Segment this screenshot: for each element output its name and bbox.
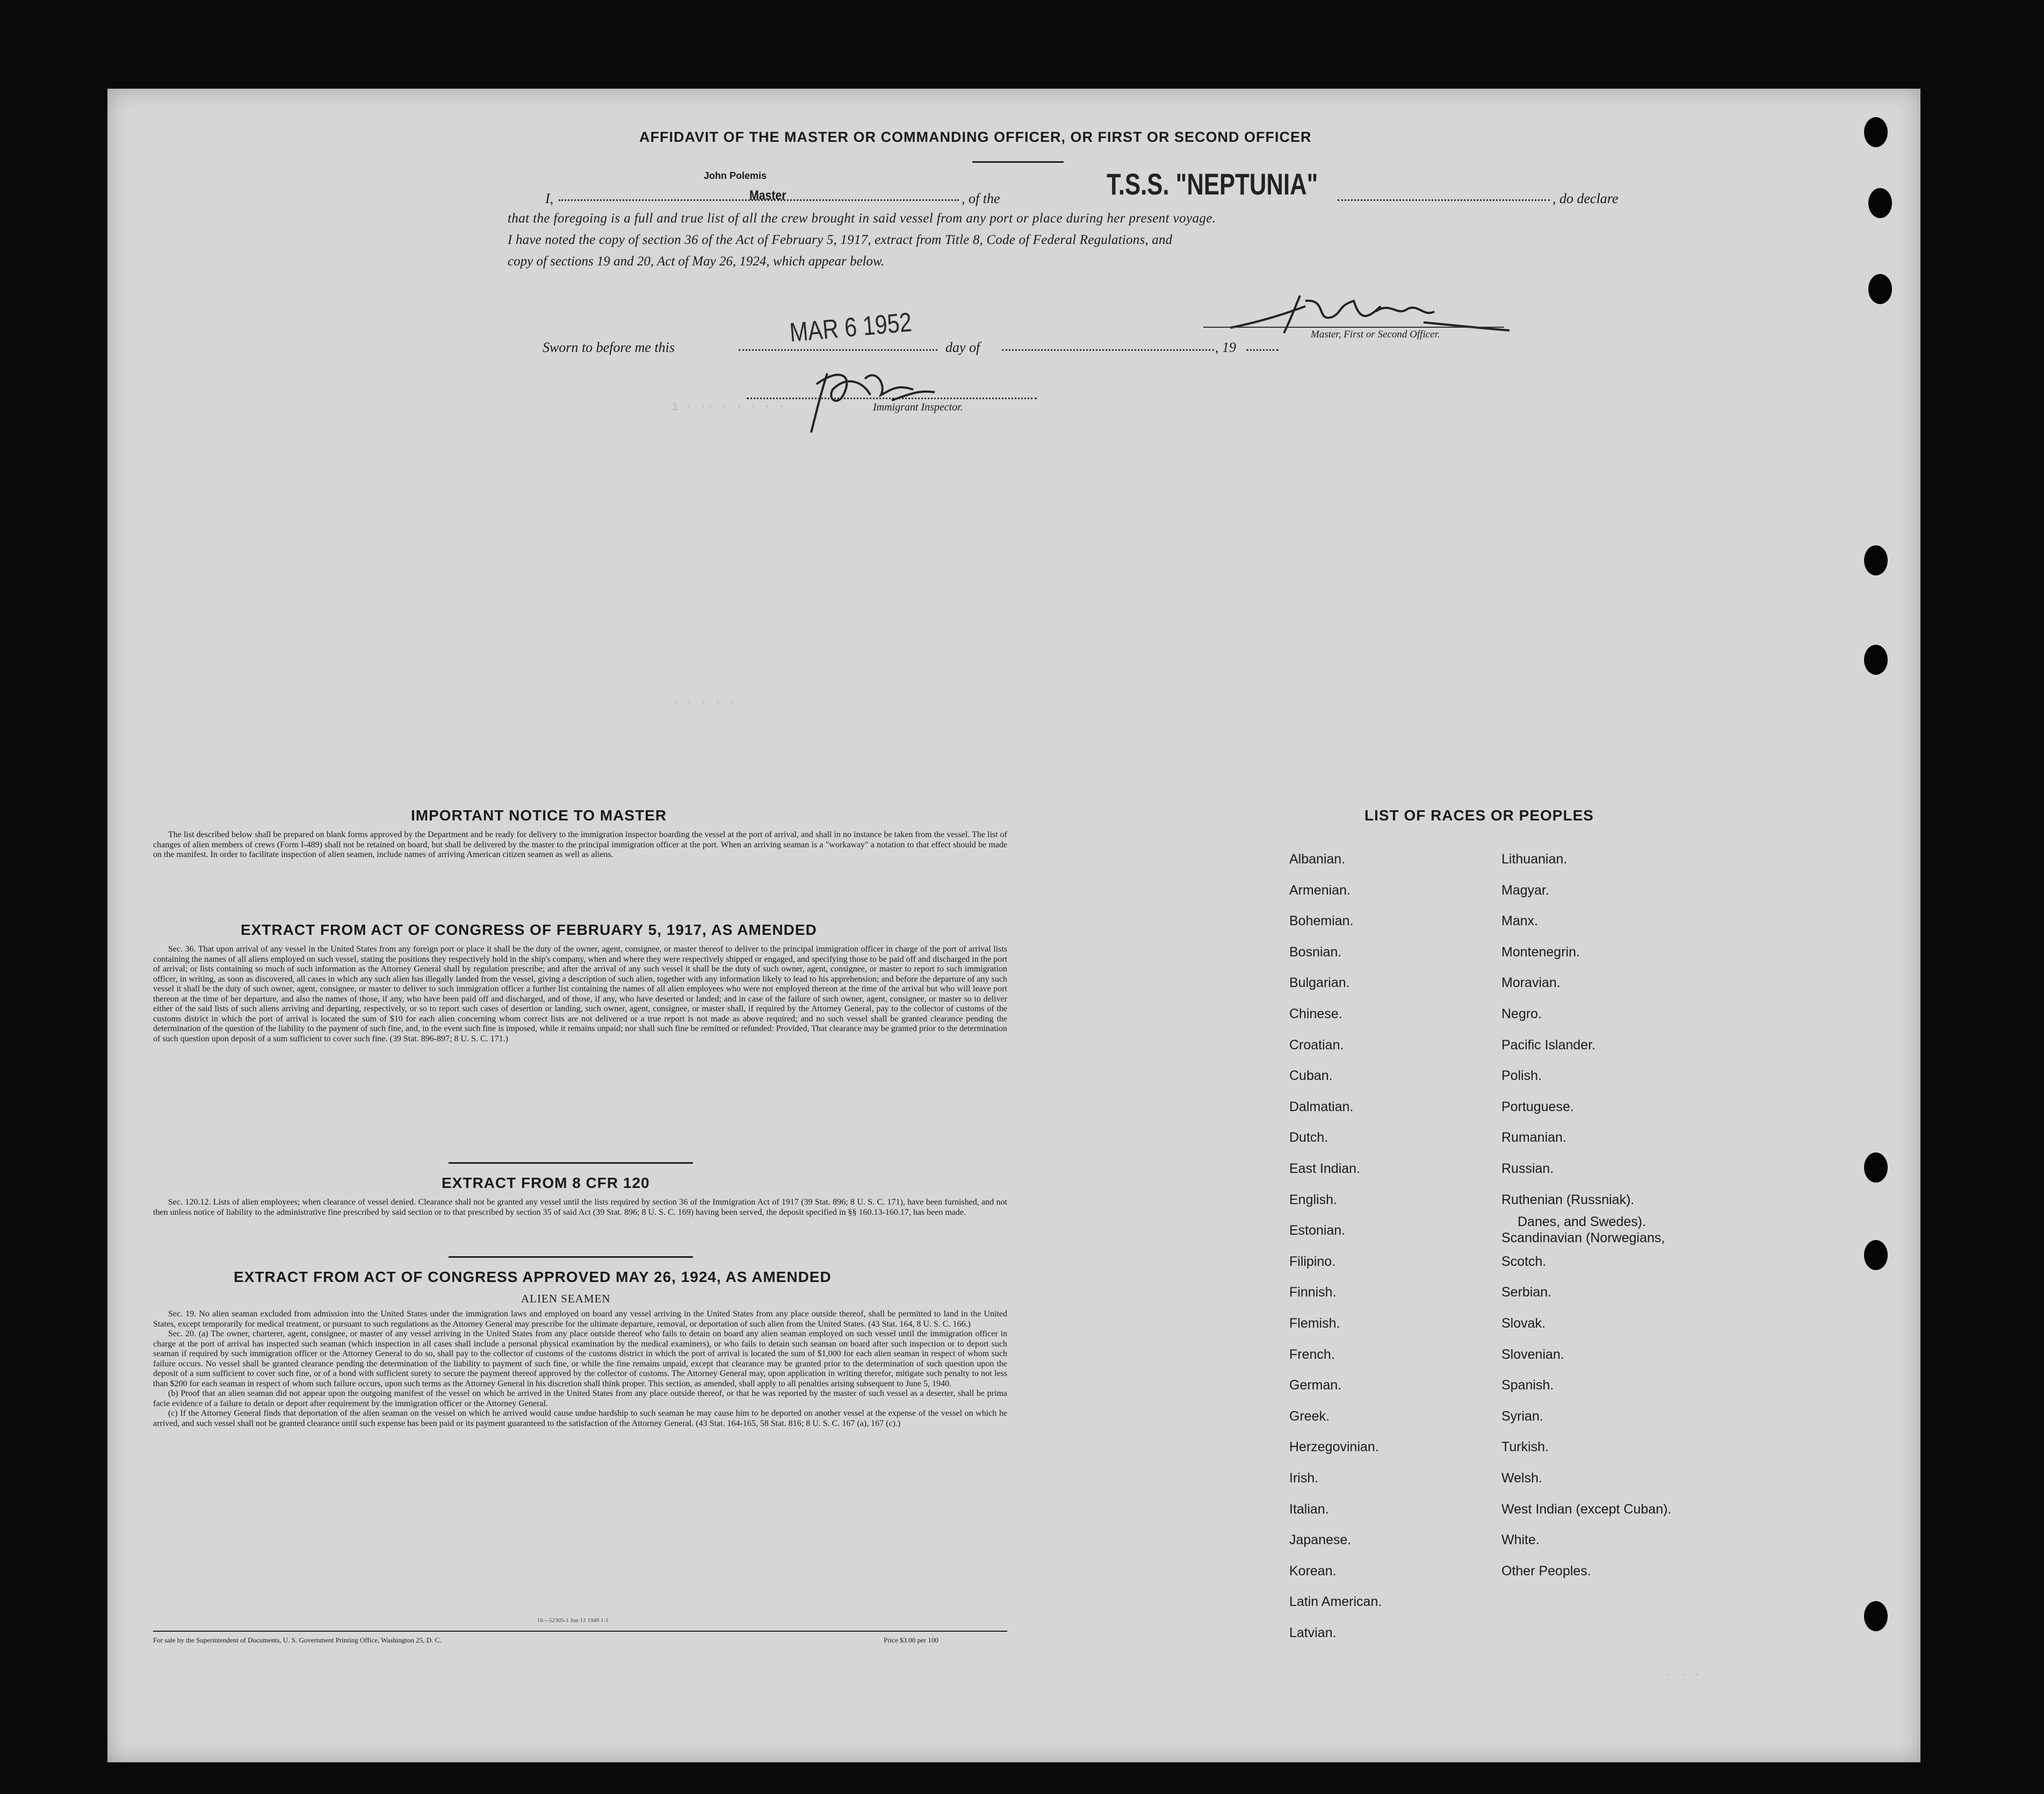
footer-rule <box>153 1631 1007 1632</box>
extract-1924-sec20a: Sec. 20. (a) The owner, charterer, agent, consignee, or master of any vessel arriving in the United States from any place outside thereof who fails to detain on board any alien seaman employed on such vessel until the immigration officer in charge at the port of arrival has inspected such seaman (which inspection in all cases shall include a personal physical examination by the medical examiners), or who fails to detain such seaman on board after such inspection or to deport such seaman if required by such immigration officer or the Attorney General to do so, shall pay to the collector of customs of the customs district in which the port of arrival is located the sum of $1,000 for each alien seaman in respect of whom such failure occurs. No vessel shall be granted clearance pending the determination of the liability to payment of such fine, or while the fine remains unpaid, except that clearance may be granted prior to the determination of such question upon the deposit of a sum sufficient to cover such fine, or of a bond with sufficient surety to secure the payment thereof approved by the collector of customs. The Attorney General may, upon application in writing therefor, mitigate such penalty to not less than $200 for each seaman in respect of whom such failure occurs, upon such terms as the Attorney General in his discretion shall think proper. This section, as amended, shall apply to all penalties arising subsequent to June 5, 1940. <box>153 1329 1007 1388</box>
extract-1924-title: EXTRACT FROM ACT OF CONGRESS APPROVED MAY 26, 1924, AS AMENDED <box>234 1269 832 1285</box>
bleed-through-row: 1 · ·· · · · · · <box>671 400 785 414</box>
race-item: Spanish. <box>1501 1378 1554 1393</box>
vessel-name-stamp: T.S.S. "NEPTUNIA" <box>1107 167 1318 201</box>
affidavit-declare: , do declare <box>1552 191 1619 206</box>
race-item: Cuban. <box>1289 1068 1333 1084</box>
race-item: Finnish. <box>1289 1285 1337 1300</box>
race-item: Filipino. <box>1289 1253 1336 1269</box>
divider <box>449 1162 693 1164</box>
punch-hole <box>1864 645 1888 675</box>
race-item: Chinese. <box>1289 1006 1342 1021</box>
race-item: Estonian. <box>1289 1223 1346 1238</box>
race-item: Scotch. <box>1501 1253 1547 1269</box>
year-line <box>1246 349 1279 351</box>
extract-1924-subtitle: ALIEN SEAMEN <box>521 1292 611 1305</box>
race-item: Montenegrin. <box>1501 944 1580 960</box>
affidavit-line-2: that the foregoing is a full and true list of all the crew brought in said vessel from any port or place during her present voyage. <box>508 211 1216 226</box>
day-line <box>739 349 937 351</box>
date-stamp: MAR 6 1952 <box>788 307 913 348</box>
affidavit-of-the: , of the <box>962 191 1000 206</box>
race-item: Croatian. <box>1289 1037 1344 1053</box>
punch-hole <box>1864 117 1888 147</box>
extract-1924-sec20c: (c) If the Attorney General finds that deportation of the alien seaman on the vessel on which he arrived would cause undue hardship to such seaman he may cause him to be deported on another vessel at the expense of the vessel on which he arrived, and such vessel shall not be granted clearance until such expense has been paid or its payment guaranteed to the satisfaction of the Attorney General. (43 Stat. 164-165, 58 Stat. 816; 8 U. S. C. 167 (a), 167 (c).) <box>153 1409 1007 1428</box>
race-item: West Indian (except Cuban). <box>1501 1501 1672 1517</box>
race-item: Albanian. <box>1289 852 1346 867</box>
race-item: Scandinavian (Norwegians, <box>1501 1230 1665 1246</box>
punch-hole <box>1864 545 1888 575</box>
extract-cfr-paragraph: Sec. 120.12. Lists of alien employees; when clearance of vessel denied. Clearance shall not be granted any vessel until the lists required by section 36 of the Immigration Act of 1917 (39 Stat. 896; 8 U. S. C. 171), have been furnished, and not then unless notice of liability to the administrative fine prescribed by said section or to that prescribed by section 35 of said Act (39 Stat. 896; 8 U. S. C. 169) having been served, the deposit specified in §§ 160.13-160.17, has been made. <box>153 1198 1007 1217</box>
punch-hole <box>1868 274 1892 304</box>
race-item: Italian. <box>1289 1501 1329 1517</box>
master-position: Master <box>749 188 786 203</box>
race-item: Dalmatian. <box>1289 1099 1354 1114</box>
extract-1924-sec20b: (b) Proof that an alien seaman did not appear upon the outgoing manifest of the vessel on which he arrived in the United States from any place outside thereof, or that he was reported by the master of such vessel as a deserter, shall be prima facie evidence of a failure to detain or deport after requirement by the immigration officer or the Attorney General. <box>153 1389 1007 1408</box>
extract-cfr-title: EXTRACT FROM 8 CFR 120 <box>442 1175 650 1191</box>
name-line <box>559 199 959 201</box>
sworn-prefix: Sworn to before me this <box>543 340 675 355</box>
affidavit-line-4: copy of sections 19 and 20, Act of May 26, 1924, which appear below. <box>508 254 885 269</box>
notice-paragraph: The list described below shall be prepared on blank forms approved by the Department and be ready for delivery to the immigration inspector boarding the vessel at the port of arrival, and shall in no instance be taken from the vessel. The list of changes of alien members of crews (Form I-489) shall not be retained on board, but shall be delivered by the master to the principal immigration officer at the port. When an arriving seaman is a "workaway" a notation to that effect should be made on the manifest. In order to facilitate inspection of alien seamen, include names of arriving American citizen seamen as well as aliens. <box>153 830 1007 859</box>
inspector-signature <box>795 352 956 438</box>
punch-hole <box>1868 188 1892 218</box>
race-item: English. <box>1289 1192 1337 1207</box>
race-item: Portuguese. <box>1501 1099 1574 1114</box>
race-item: Slovenian. <box>1501 1346 1564 1362</box>
race-item: Latin American. <box>1289 1594 1382 1610</box>
race-item: Syrian. <box>1501 1408 1543 1424</box>
race-item: East Indian. <box>1289 1161 1361 1176</box>
race-item: Polish. <box>1501 1068 1542 1084</box>
document-page <box>107 89 1920 1762</box>
race-item: Ruthenian (Russniak). <box>1501 1192 1635 1207</box>
race-item: Lithuanian. <box>1501 852 1568 867</box>
race-item: Japanese. <box>1289 1532 1352 1548</box>
race-item: Manx. <box>1501 913 1539 929</box>
notice-title: IMPORTANT NOTICE TO MASTER <box>411 807 667 824</box>
affidavit-i: I, <box>545 191 554 206</box>
month-line <box>1002 349 1214 351</box>
extract-1924-text <box>153 1309 1007 1429</box>
race-item: Moravian. <box>1501 975 1561 991</box>
race-item: Herzegovinian. <box>1289 1439 1379 1455</box>
vessel-line <box>1338 199 1550 201</box>
master-caption: Master, First or Second Officer. <box>1311 329 1440 340</box>
master-name: John Polemis <box>704 170 767 181</box>
punch-hole <box>1864 1240 1888 1270</box>
affidavit-title: AFFIDAVIT OF THE MASTER OR COMMANDING OFFICER, OR FIRST OR SECOND OFFICER <box>639 129 1312 145</box>
race-item: Danes, and Swedes). <box>1518 1214 1646 1230</box>
bleed-through-row: · · · <box>1665 1668 1701 1682</box>
race-item: Flemish. <box>1289 1316 1340 1331</box>
bleed-through-row: · · · · · <box>671 696 735 709</box>
race-item: Bohemian. <box>1289 913 1354 929</box>
divider <box>972 161 1064 163</box>
race-item: Armenian. <box>1289 882 1350 898</box>
races-title: LIST OF RACES OR PEOPLES <box>1364 807 1594 824</box>
footer-sale-note: For sale by the Superintendent of Documents, U. S. Government Printing Office, Washington 25, D. C. <box>153 1636 442 1644</box>
footer-price: Price $3.00 per 100 <box>884 1636 938 1644</box>
race-item: Welsh. <box>1501 1471 1542 1486</box>
day-of: day of <box>945 340 980 355</box>
inspector-line <box>747 398 1037 399</box>
race-item: Russian. <box>1501 1161 1554 1176</box>
race-item: Negro. <box>1501 1006 1542 1021</box>
race-item: Bosnian. <box>1289 944 1342 960</box>
extract-1924-sec19: Sec. 19. No alien seaman excluded from admission into the United States under the immigration laws and employed on board any vessel arriving in the United States from any place outside thereof, shall be permitted to land in the United States, except temporarily for medical treatment, or pursuant to such regulations as the Attorney General may prescribe for the ultimate departure, removal, or deportation of such alien from the United States. (43 Stat. 164, 8 U. S. C. 166.) <box>153 1309 1007 1329</box>
race-item: Dutch. <box>1289 1130 1328 1145</box>
master-signature-line <box>1203 327 1504 328</box>
race-item: Magyar. <box>1501 882 1549 898</box>
race-item: Bulgarian. <box>1289 975 1350 991</box>
race-item: Other Peoples. <box>1501 1563 1591 1579</box>
inspector-caption: Immigrant Inspector. <box>873 401 963 413</box>
race-item: Greek. <box>1289 1408 1330 1424</box>
punch-hole <box>1864 1601 1888 1631</box>
race-item: German. <box>1289 1378 1342 1393</box>
race-item: Slovak. <box>1501 1316 1545 1331</box>
race-item: Rumanian. <box>1501 1130 1566 1145</box>
race-item: Korean. <box>1289 1563 1337 1579</box>
print-code: 16—52305-1 Jun 13 1949 1-1 <box>537 1617 609 1624</box>
race-item: Pacific Islander. <box>1501 1037 1596 1053</box>
race-item: Turkish. <box>1501 1439 1549 1455</box>
race-item: Irish. <box>1289 1471 1319 1486</box>
extract-cfr-text <box>153 1198 1007 1217</box>
race-item: Latvian. <box>1289 1625 1337 1640</box>
punch-hole <box>1864 1152 1888 1183</box>
divider <box>449 1256 693 1258</box>
race-item: Serbian. <box>1501 1285 1552 1300</box>
extract-1917-text <box>153 945 1007 1044</box>
year-prefix: , 19 <box>1215 340 1236 355</box>
affidavit-line-3: I have noted the copy of section 36 of the Act of February 5, 1917, extract from Title 8, Code of Federal Regulations, and <box>508 233 1173 247</box>
extract-1917-paragraph: Sec. 36. That upon arrival of any vessel in the United States from any foreign port or place it shall be the duty of the owner, agent, consignee, or master thereof to deliver to the principal immigration officer in charge of the port of arrival lists containing the names of all aliens employed on such vessel, stating the positions they respectively hold in the ship's company, when and where they were respectively shipped or engaged, and specifying those to be paid off and discharged in the port of arrival; or lists containing so much of such information as the Attorney General shall by regulation prescribe; and after the arrival of any such vessel it shall be the duty of such owner, agent, consignee, or master to report to such immigration officer, in writing, as soon as discovered, all cases in which any such alien has illegally landed from the vessel, giving a description of such alien, together with any information likely to lead to his apprehension; and before the departure of any such vessel it shall be the duty of such owner, agent, consignee, or master to deliver to such immigration officer a further list containing the names of all alien employees who were not employed thereon at the time of the arrival but who will leave port thereon at the time of her departure, and also the names of those, if any, who have been paid off and discharged, and of those, if any, who have deserted or landed; and in case of the failure of such owner, agent, consignee, or master so to deliver either of the said lists of such aliens arriving and departing, respectively, or so to report such cases of desertion or landing, such owner, agent, consignee, or master shall, if required by the Attorney General, pay to the collector of customs of the customs district in which the port of arrival is located the sum of $10 for each alien concerning whom correct lists are not delivered or a true report is not made as above required; and no such vessel shall be granted clearance pending the determination of the question of the liability to the payment of such fine, and, in the event such fine is imposed, while it remains unpaid; nor shall such fine be remitted or refunded: Provided, That clearance may be granted prior to the determination of such question upon deposit of a sum sufficient to cover such fine. (39 Stat. 896-897; 8 U. S. C. 171.) <box>153 945 1007 1043</box>
race-item: French. <box>1289 1346 1335 1362</box>
extract-1917-title: EXTRACT FROM ACT OF CONGRESS OF FEBRUARY 5, 1917, AS AMENDED <box>241 921 817 938</box>
notice-text <box>153 830 1007 860</box>
race-item: White. <box>1501 1532 1540 1548</box>
